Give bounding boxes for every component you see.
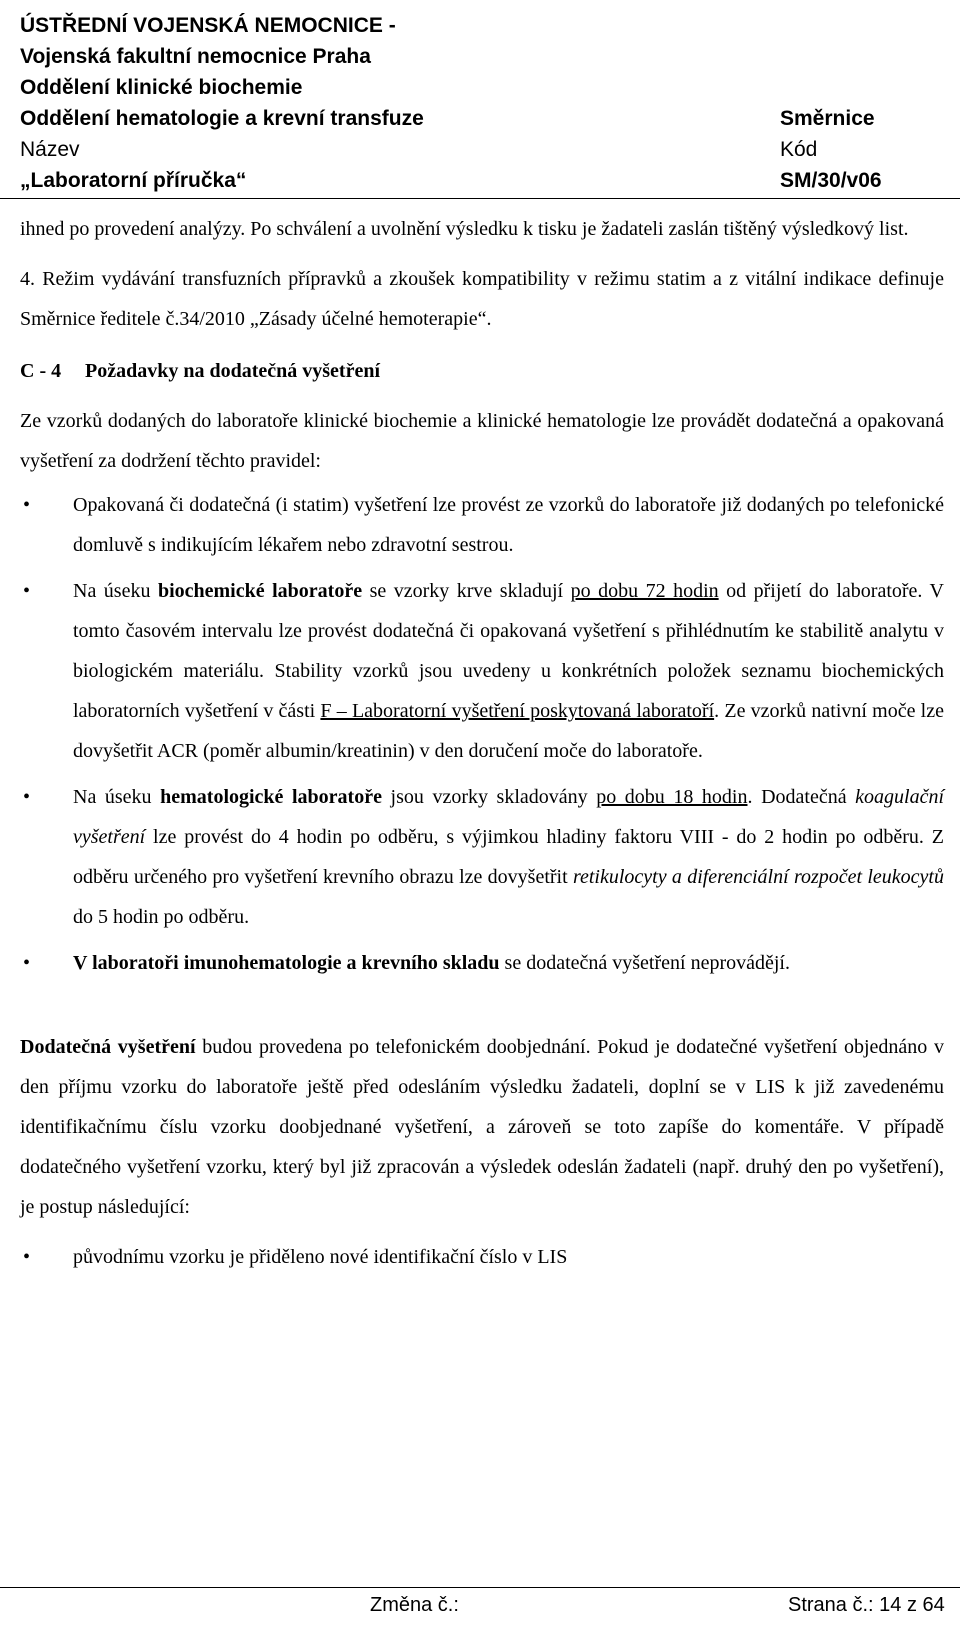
document-header [20,10,940,196]
paragraph-additional-tests: Dodatečná vyšetření budou provedena po telefonickém doobjednání. Pokud je dodatečné vyšetření objednáno v den příjmu vzorku do laboratoře ještě před odesláním výsledku žadateli, doplní se v LIS k již zavedenému identifikačnímu číslu vzorku doobjednané vyšetření, a zároveň se toto zapíše do komentáře. V případě dodatečného vyšetření vzorku, který byl již zpracován a výsledek odeslán žadateli (např. druhý den po vyšetření), je postup následující: [20,1036,945,1218]
list-item: • V laboratoři imunohematologie a krevního skladu se dodatečná vyšetření neprovádějí. [20,943,944,983]
list-item [20,485,944,565]
bullet-icon: • [23,494,31,516]
rules-list [20,485,944,983]
header-doc-code: SM/30/v06 [780,169,882,192]
list-item: • Na úseku biochemické laboratoře se vzorky krve skladují po dobu 72 hodin od přijetí do laboratoře. V tomto časovém intervalu lze provést dodatečná či opakovaná vyšetření s přihlédnutím ke stabilitě analytu v biologickém materiálu. Stability vzorků jsou uvedeny u konkrétních položek seznamu biochemických laboratorních vyšetření v části F – Laboratorní vyšetření poskytovaná laboratoří. Ze vzorků nativní moče lze dovyšetřit ACR (poměr albumin/kreatinin) v den doručení moče do laboratoře. [20,571,944,771]
bullet-repeat-tests: Opakovaná či dodatečná (i statim) vyšetření lze provést ze vzorků do laboratoře již dodaných po telefonické domluvě s indikujícím lékařem nebo zdravotní sestrou. [73,494,944,556]
biochemistry-lab-label: biochemické laboratoře [157,580,363,602]
header-row-labels [20,134,940,165]
header-code-label: Kód [780,138,818,161]
header-row-department [20,103,940,134]
bullet-new-id: původnímu vzorku je přiděleno nové identifikační číslo v LIS [73,1246,568,1268]
section-number: C - 4 [20,360,62,382]
immunohematology-lab-label: V laboratoři imunohematologie a krevního skladu [73,952,500,974]
section-title: Požadavky na dodatečná vyšetření [85,360,380,382]
bullet-icon: • [23,580,31,602]
section-f-link[interactable]: F – Laboratorní vyšetření poskytovaná laboratoří [320,700,715,722]
header-doc-type: Směrnice [780,107,875,130]
footer-page-number: Strana č.: 14 z 64 [788,1594,945,1616]
bullet-icon: • [23,952,31,974]
header-row-values [20,165,940,196]
header-department-hematology: Oddělení hematologie a krevní transfuze [20,107,424,130]
hematology-lab-label: hematologické laboratoře [160,786,382,808]
bullet-icon: • [23,786,31,808]
section-heading [20,351,944,391]
header-institution: ÚSTŘEDNÍ VOJENSKÁ NEMOCNICE - [20,14,396,37]
header-doc-name: „Laboratorní příručka“ [20,169,247,192]
footer-divider [0,1587,960,1588]
document-body [20,209,944,1283]
footer-change-number: Změna č.: [370,1594,459,1616]
header-hospital: Vojenská fakultní nemocnice Praha [20,45,371,68]
header-department-biochemistry: Oddělení klinické biochemie [20,76,303,99]
paragraph-intro: Ze vzorků dodaných do laboratoře klinické biochemie a klinické hematologie lze provádět dodatečná a opakovaná vyšetření za dodržení těchto pravidel: [20,410,944,472]
paragraph-transfusion-regime: 4. Režim vydávání transfuzních přípravků a zkoušek kompatibility v režimu statim a z vitální indikace definuje Směrnice ředitele č.34/2010 „Zásady účelné hemoterapie“. [20,268,944,330]
storage-period-18h: po dobu 18 hodin [596,786,748,808]
paragraph-results-sent: ihned po provedení analýzy. Po schválení a uvolnění výsledku k tisku je žadateli zaslán tištěný výsledkový list. [20,218,909,240]
bullet-icon: • [23,1246,31,1268]
storage-period-72h: po dobu 72 hodin [570,580,719,602]
header-divider [0,198,960,199]
list-item [20,1237,944,1277]
list-item: • Na úseku hematologické laboratoře jsou vzorky skladovány po dobu 18 hodin. Dodatečná koagulační vyšetření lze provést do 4 hodin po odběru, s výjimkou hladiny faktoru VIII - do 2 hodin po odběru. Z odběru určeného pro vyšetření krevního obrazu lze dovyšetřit retikulocyty a diferenciální rozpočet leukocytů do 5 hodin po odběru. [20,777,944,937]
procedure-list [20,1237,944,1277]
header-name-label: Název [20,138,80,161]
